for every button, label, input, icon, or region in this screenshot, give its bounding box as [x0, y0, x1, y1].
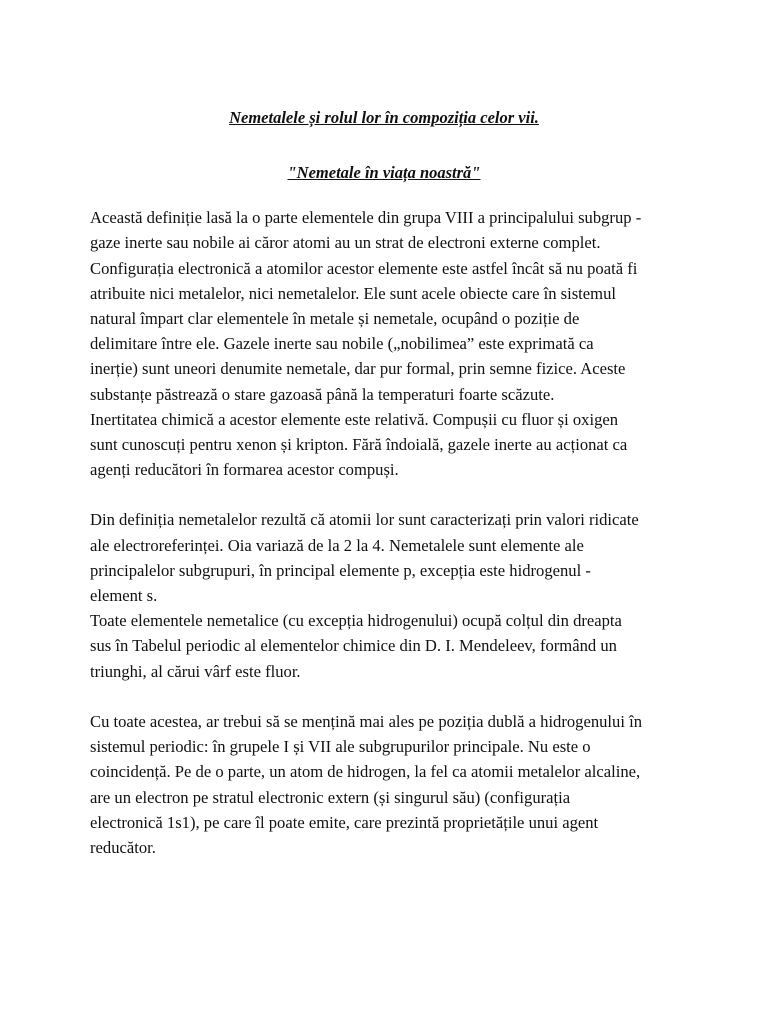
document-subtitle: "Nemetale în viața noastră"	[287, 163, 481, 182]
text-line: sus în Tabelul periodic al elementelor chimice din D. I. Mendeleev, formând un	[90, 636, 617, 656]
paragraph-3	[90, 709, 690, 860]
text-line: are un electron pe stratul electronic extern (și singurul său) (configurația	[90, 787, 571, 807]
text-line: inerție) sunt uneori denumite nemetale, dar pur formal, prin semne fizice. Aceste	[90, 359, 626, 379]
paragraph-2	[90, 507, 690, 683]
text-line: Această definiție lasă la o parte elementele din grupa VIII a principalului subgrup -	[90, 208, 642, 228]
text-line: principalelor subgrupuri, în principal elemente p, excepția este hidrogenul -	[90, 560, 591, 580]
text-line: substanțe păstrează o stare gazoasă până la temperaturi foarte scăzute.	[90, 384, 555, 404]
paragraph-spacer	[90, 482, 690, 507]
document-title: Nemetalele și rolul lor în compoziția celor vii.	[229, 108, 539, 127]
paragraph-1	[90, 205, 690, 482]
text-line: electronică 1s1), pe care îl poate emite, care prezintă proprietățile unui agent	[90, 812, 599, 832]
text-line: natural împart clar elementele în metale și nemetale, ocupând o poziție de	[90, 308, 580, 328]
document-body	[90, 180, 690, 860]
text-line: ale electroreferinței. Oia variază de la 2 la 4. Nemetalele sunt elemente ale	[90, 535, 584, 555]
text-line: coincidență. Pe de o parte, un atom de hidrogen, la fel ca atomii metalelor alcaline,	[90, 762, 641, 782]
text-line: sistemul periodic: în grupele I și VII ale subgrupurilor principale. Nu este o	[90, 737, 591, 757]
text-line: Din definiția nemetalelor rezultă că atomii lor sunt caracterizați prin valori ridicate	[90, 510, 639, 530]
text-line: Inertitatea chimică a acestor elemente este relativă. Compușii cu fluor și oxigen	[90, 409, 619, 429]
text-line: Cu toate acestea, ar trebui să se mențină mai ales pe poziția dublă a hidrogenului în	[90, 711, 643, 731]
text-line: delimitare între ele. Gazele inerte sau nobile („nobilimea” este exprimată ca	[90, 334, 594, 354]
text-line: element s.	[90, 586, 158, 605]
spacer	[90, 180, 690, 205]
text-line: atribuite nici metalelor, nici nemetalelor. Ele sunt acele obiecte care în sistemul	[90, 283, 616, 303]
text-line: Toate elementele nemetalice (cu excepția hidrogenului) ocupă colțul din dreapta	[90, 611, 622, 631]
paragraph-spacer	[90, 684, 690, 709]
text-line: reducător.	[90, 837, 156, 857]
text-line: Configurația electronică a atomilor acestor elemente este astfel încât să nu poată fi	[90, 258, 638, 278]
text-line: sunt cunoscuți pentru xenon și kripton. Fără îndoială, gazele inerte au acționat ca	[90, 434, 628, 454]
text-line: gaze inerte sau nobile ai căror atomi au un strat de electroni externe complet.	[90, 233, 601, 253]
text-line: triunghi, al cărui vârf este fluor.	[90, 661, 301, 681]
text-line: agenți reducători în formarea acestor compuși.	[90, 460, 399, 480]
